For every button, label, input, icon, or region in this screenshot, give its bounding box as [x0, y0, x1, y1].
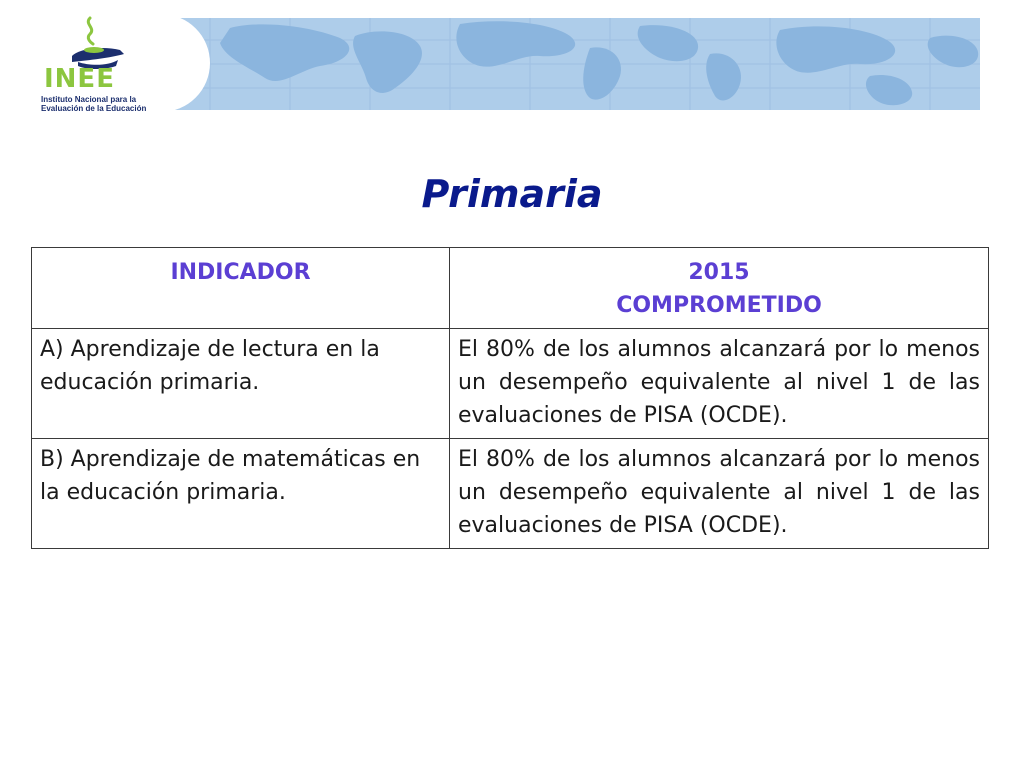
- table-row: [32, 329, 989, 439]
- logo: [30, 14, 210, 112]
- table-row: [32, 439, 989, 549]
- indicator-cell: B) Aprendizaje de matemáticas en la educación primaria.: [32, 439, 450, 549]
- logo-acronym: INEE: [44, 64, 115, 94]
- world-map-banner: [170, 18, 980, 110]
- header-year: 2015: [688, 260, 750, 285]
- page-title: Primaria: [421, 172, 603, 216]
- table-header-row: [32, 248, 989, 329]
- header-indicador: INDICADOR: [32, 248, 450, 329]
- header-comprometido: COMPROMETIDO: [616, 293, 822, 318]
- header-banner: [30, 14, 980, 112]
- logo-subtitle-line1: Instituto Nacional para la: [41, 95, 137, 104]
- logo-subtitle-line2: Evaluación de la Educación: [41, 104, 147, 113]
- indicator-cell: A) Aprendizaje de lectura en la educación primaria.: [32, 329, 450, 439]
- header-2015-comprometido: [450, 248, 989, 329]
- world-map-graphic: [170, 18, 980, 110]
- logo-subtitle: [41, 95, 181, 113]
- commitment-cell: El 80% de los alumnos alcanzará por lo menos un desempeño equivalente al nivel 1 de las evaluaciones de PISA (OCDE).: [450, 329, 989, 439]
- commitment-cell: El 80% de los alumnos alcanzará por lo menos un desempeño equivalente al nivel 1 de las evaluaciones de PISA (OCDE).: [450, 439, 989, 549]
- indicators-table: [31, 247, 989, 549]
